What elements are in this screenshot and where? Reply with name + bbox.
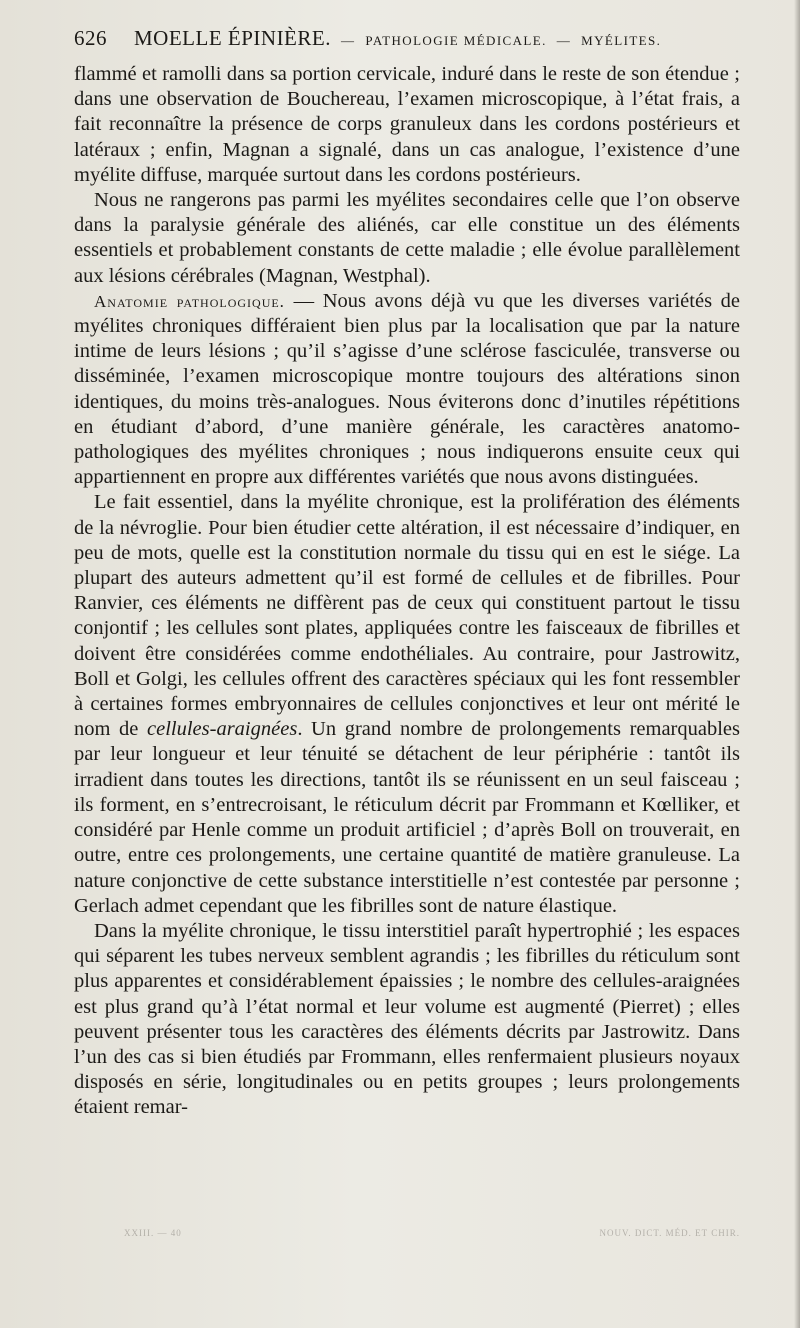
paragraph-3-text: Nous avons déjà vu que les diverses variétés de myélites chroniques différaient bien plus par la localisation que par la nature intime de leurs lésions ; qu’il s’agisse d’une sclérose fasciculée, transverse ou disséminée, l’examen microscopique montre toujours des altérations sinon identiques, du moins très-analogues. Nous éviterons donc d’inutiles répétitions en étudiant d’abord, d’une manière générale, les caractères anatomo-pathologiques des myélites chroniques ; nous indiquerons ensuite ceux qui appartiennent en propre aux différentes variétés que nous avons distinguées. xyxy=(74,289,741,489)
header-dash: — xyxy=(340,33,356,48)
header-chapter: MYÉLITES. xyxy=(581,33,662,48)
signature-note: NOUV. DICT. MÉD. ET CHIR. xyxy=(599,1228,740,1238)
running-header xyxy=(74,26,774,58)
section-heading: Anatomie pathologique. xyxy=(94,291,285,311)
paragraph-2: Nous ne rangerons pas parmi les myélites secondaires celle que l’on observe dans la paralysie générale des aliénés, car elle constitue un des éléments essentiels et probablement constants de cette maladie ; elle évolue parallèlement aux lésions cérébrales (Magnan, Westphal). xyxy=(74,189,740,287)
header-dash: — xyxy=(556,33,572,48)
paragraph-4-text-a: Le fait essentiel, dans la myélite chronique, est la prolifération des éléments de la névroglie. Pour bien étudier cette altération, il est nécessaire d’indiquer, en peu de mots, quelle est la constitution normale du tissu qui en est le siége. La plupart des auteurs admettent qu’il est formé de cellules et de fibrilles. Pour Ranvier, ces éléments ne diffèrent pas de ceux qui constituent partout le tissu conjontif ; les cellules sont plates, appliquées contre les faisceaux de fibrilles et doivent être considérées comme endothéliales. Au contraire, pour Jastrowitz, Boll et Golgi, les cellules offrent des caractères spéciaux qui les font ressembler à certaines formes embryonnaires de cellules conjonctives et leur ont mérité le nom de xyxy=(74,491,740,741)
header-section: PATHOLOGIE MÉDICALE. xyxy=(365,33,547,48)
paragraph-5: Dans la myélite chronique, le tissu interstitiel paraît hypertrophié ; les espaces qui séparent les tubes nerveux semblent agrandis ; les fibrilles du réticulum sont plus apparentes et considérablement épaissies ; le nombre des cellules-araignées est plus grand qu’à l’état normal et leur volume est augmenté (Pierret) ; elles peuvent présenter tous les caractères des éléments décrits par Jastrowitz. Dans l’un des cas si bien étudiés par Frommann, elles renfermaient plusieurs noyaux disposés en série, longitudinales ou en petits groupes ; leurs prolongements étaient remar- xyxy=(74,919,740,1119)
paragraph-4-text-b: . Un grand nombre de prolongements remarquables par leur longueur et leur ténuité se détachent de leur périphérie : tantôt ils irradient dans toutes les directions, tantôt ils se réunissent en un seul faisceau ; ils forment, en s’entrecroisant, le réticulum décrit par Frommann et Kœlliker, et considéré par Henle comme un produit artificiel ; d’après Boll on trouverait, en outre, entre ces prolongements, une certaine quantité de matière granuleuse. La nature conjonctive de cette substance interstitielle n’est contestée par personne ; Gerlach admet cependant que les fibrilles sont de nature élastique. xyxy=(74,718,741,917)
header-title: MOELLE ÉPINIÈRE. xyxy=(134,26,331,50)
signature-mark: XXIII. — 40 xyxy=(124,1228,182,1238)
page-number: 626 xyxy=(74,26,107,50)
italic-term: cellules-araignées xyxy=(147,718,298,741)
page-edge-shadow xyxy=(794,0,800,1328)
signature-line xyxy=(74,1228,740,1248)
heading-dash: — xyxy=(293,289,315,312)
paragraph-1: flammé et ramolli dans sa portion cervicale, induré dans le reste de son étendue ; dans une observation de Bouchereau, l’examen microscopique, à l’état frais, a fait reconnaître la présence de corps granuleux dans les cordons postérieurs et latéraux ; enfin, Magnan a signalé, dans un cas analogue, l’existence d’une myélite diffuse, marquée surtout dans les cordons postérieurs. xyxy=(74,63,740,186)
body-text xyxy=(74,62,740,1121)
paragraph-3 xyxy=(74,289,740,491)
paragraph-4 xyxy=(74,490,740,918)
